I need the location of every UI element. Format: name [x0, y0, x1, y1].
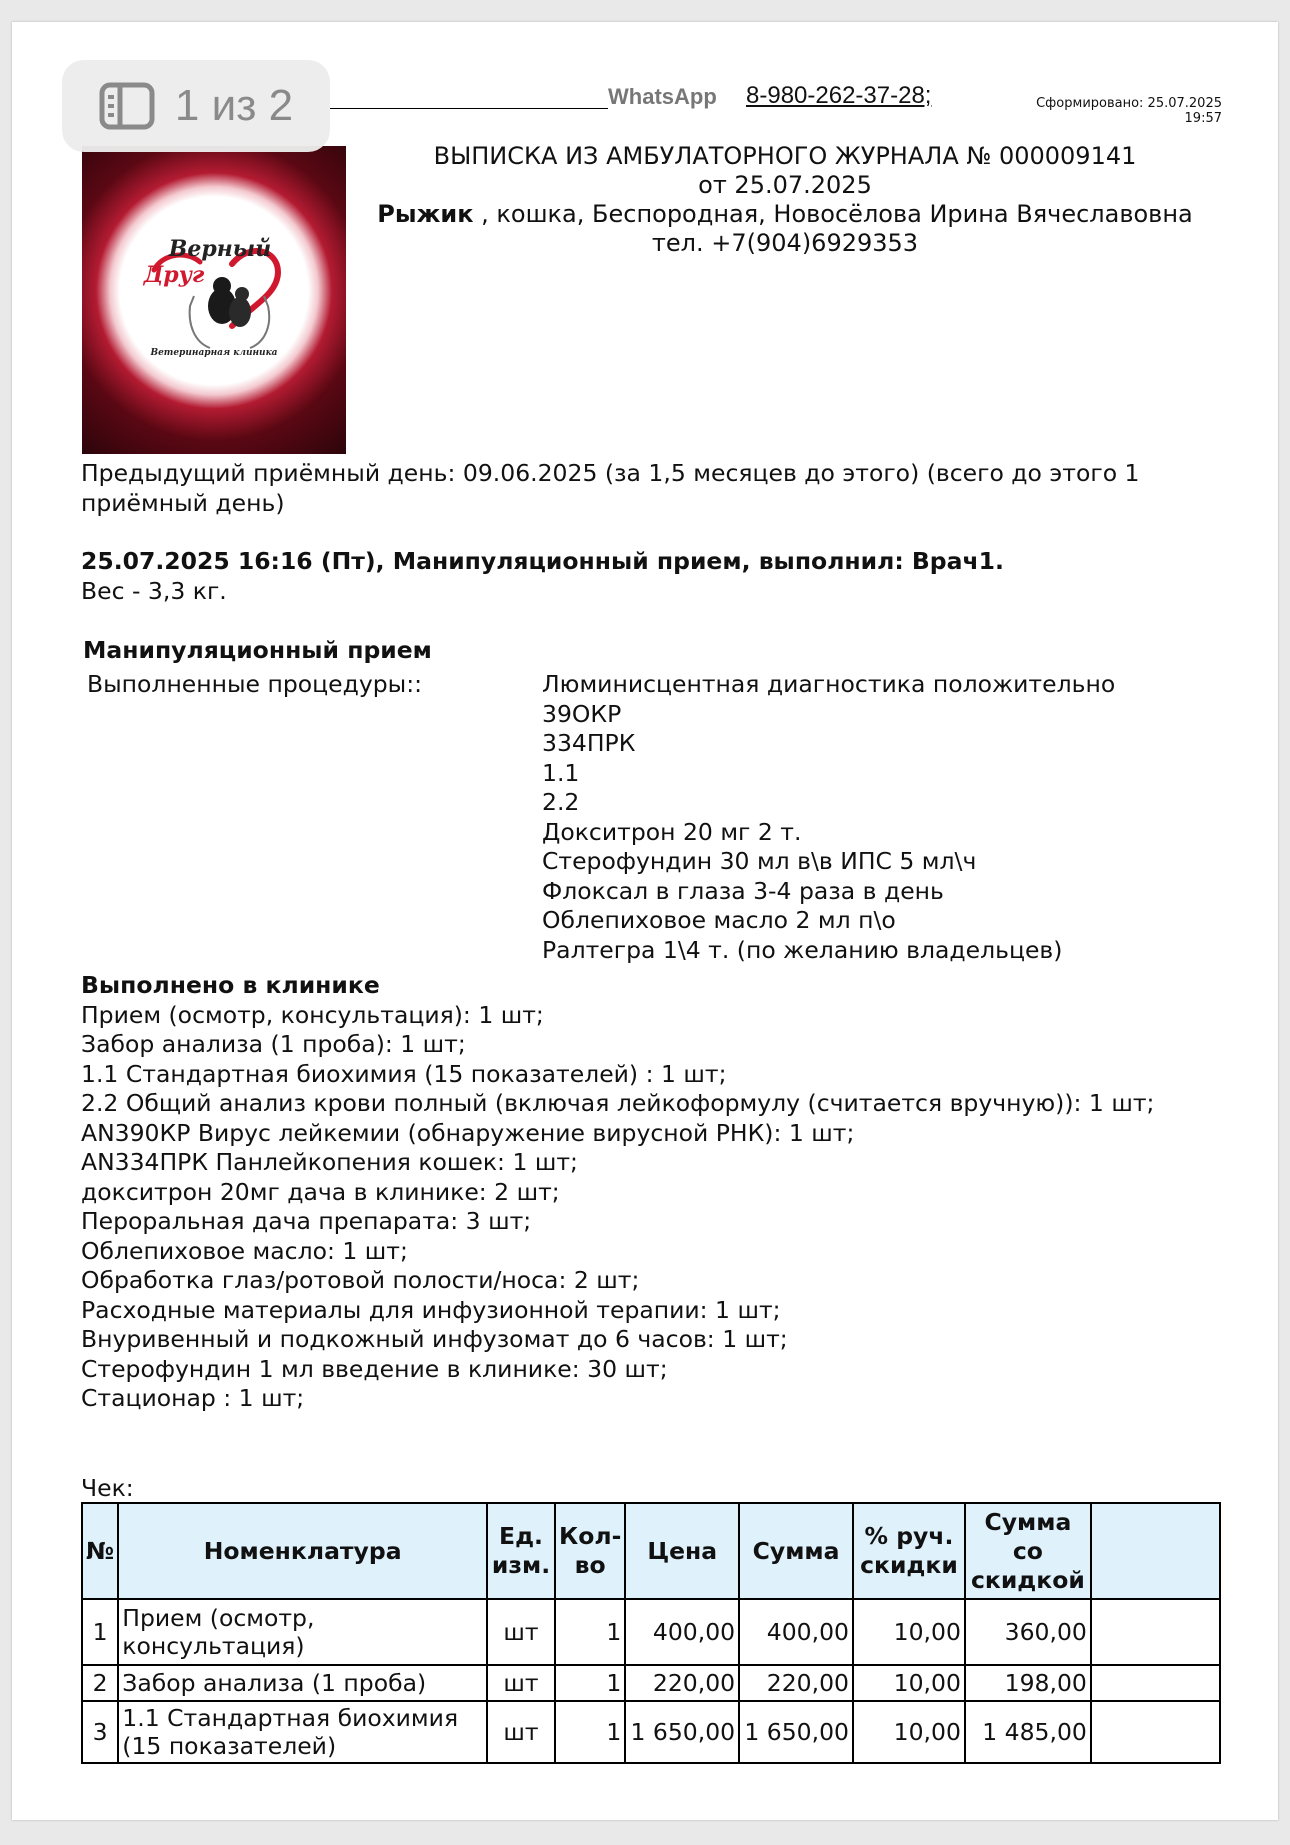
table-row	[82, 1701, 1220, 1763]
visit-weight: Вес - 3,3 кг.	[81, 576, 227, 605]
whatsapp-phone: 8-980-262-37-28;	[746, 82, 932, 109]
heart-hands-pets-icon	[82, 146, 346, 454]
previous-visit-line-2: приёмный день)	[81, 488, 285, 517]
logo-subtitle: Ветеринарная клиника	[150, 348, 278, 358]
done-item: Внуривенный и подкожный инфузомат до 6 часов: 1 шт;	[81, 1325, 788, 1353]
done-item: 2.2 Общий анализ крови полный (включая лейкоформулу (считается вручную)): 1 шт;	[81, 1089, 1155, 1117]
pet-name: Рыжик	[377, 200, 474, 228]
patient-line	[350, 200, 1220, 229]
cell-qty: 1	[555, 1665, 625, 1701]
cell-qty: 1	[555, 1599, 625, 1665]
sidebar-pages-icon	[99, 82, 155, 130]
document-header	[350, 142, 1220, 258]
document-title: ВЫПИСКА ИЗ АМБУЛАТОРНОГО ЖУРНАЛА № 000009141	[433, 142, 1137, 170]
cell-empty	[1091, 1701, 1220, 1763]
procedure-item: Докситрон 20 мг 2 т.	[542, 817, 802, 846]
logo-brand-bottom: Друг	[143, 262, 205, 288]
cell-empty	[1091, 1599, 1220, 1665]
cell-unit: шт	[487, 1701, 555, 1763]
cell-sum: 1 650,00	[739, 1701, 853, 1763]
cell-discount: 10,00	[853, 1665, 965, 1701]
procedure-item: 1.1	[542, 758, 580, 787]
visit-heading: 25.07.2025 16:16 (Пт), Манипуляционный прием, выполнил: Врач1.	[81, 547, 1004, 575]
col-header-price: Цена	[625, 1503, 739, 1599]
procedure-item: Люминисцентная диагностика положительно	[542, 670, 1116, 698]
cell-number: 2	[82, 1665, 118, 1701]
done-item: Обработка глаз/ротовой полости/носа: 2 шт;	[81, 1266, 640, 1294]
done-item: Расходные материалы для инфузионной терапии: 1 шт;	[81, 1295, 781, 1324]
manipulation-heading: Манипуляционный прием	[83, 636, 432, 664]
generated-stamp	[1036, 96, 1222, 126]
procedures-list	[542, 670, 1115, 965]
col-header-number: №	[82, 1503, 118, 1599]
cheque-table	[81, 1502, 1221, 1764]
col-header-unit: Ед. изм.	[487, 1503, 555, 1599]
cell-sum: 400,00	[739, 1599, 853, 1665]
generated-date: Сформировано: 25.07.2025	[1036, 96, 1222, 111]
generated-time: 19:57	[1184, 111, 1222, 126]
done-item: Стерофундин 1 мл введение в клинике: 30 шт;	[81, 1354, 668, 1383]
procedure-item: 39ОКР	[542, 699, 622, 728]
previous-visit	[81, 459, 1140, 518]
cheque-header-row	[82, 1503, 1220, 1599]
pet-info: , кошка, Беспородная, Новосёлова Ирина Вячеславовна	[473, 200, 1193, 228]
procedure-item: Стерофундин 30 мл в\в ИПС 5 мл\ч	[542, 847, 977, 875]
cell-discounted-sum: 1 485,00	[965, 1701, 1091, 1763]
procedures-label: Выполненные процедуры::	[87, 670, 423, 698]
visit-info	[81, 547, 1004, 606]
cell-price: 400,00	[625, 1599, 739, 1665]
logo-brand-top: Верный	[168, 236, 272, 262]
previous-visit-line-1: Предыдущий приёмный день: 09.06.2025 (за 1,5 месяцев до этого) (всего до этого 1	[81, 459, 1140, 487]
cell-empty	[1091, 1665, 1220, 1701]
cell-discounted-sum: 198,00	[965, 1665, 1091, 1701]
page-indicator[interactable]	[62, 60, 330, 152]
cell-nomenclature: 1.1 Стандартная биохимия (15 показателей)	[118, 1701, 487, 1763]
cheque-label: Чек:	[81, 1474, 134, 1502]
done-item: Стационар : 1 шт;	[81, 1384, 305, 1412]
cell-price: 220,00	[625, 1665, 739, 1701]
cell-discounted-sum: 360,00	[965, 1599, 1091, 1665]
cell-discount: 10,00	[853, 1599, 965, 1665]
page-indicator-text: 1 из 2	[174, 81, 294, 130]
procedure-item: Флоксал в глаза 3-4 раза в день	[542, 876, 944, 905]
procedure-item: 2.2	[542, 788, 580, 816]
done-item: Облепиховое масло: 1 шт;	[81, 1236, 408, 1265]
procedure-item: Ралтегра 1\4 т. (по желанию владельцев)	[542, 935, 1063, 964]
whatsapp-label: WhatsApp	[608, 84, 717, 109]
done-item: AN334ПРК Панлейкопения кошек: 1 шт;	[81, 1148, 578, 1176]
done-in-clinic	[81, 971, 1154, 1414]
cell-qty: 1	[555, 1701, 625, 1763]
cell-price: 1 650,00	[625, 1701, 739, 1763]
col-header-discount: % руч. скидки	[853, 1503, 965, 1599]
col-header-nomenclature: Номенклатура	[118, 1503, 487, 1599]
document-date: от 25.07.2025	[698, 171, 872, 199]
col-header-discounted-sum: Сумма со скидкой	[965, 1503, 1091, 1599]
cell-sum: 220,00	[739, 1665, 853, 1701]
clinic-logo	[82, 146, 346, 454]
col-header-qty: Кол-во	[555, 1503, 625, 1599]
cell-unit: шт	[487, 1599, 555, 1665]
table-row	[82, 1599, 1220, 1665]
col-header-sum: Сумма	[739, 1503, 853, 1599]
cell-number: 1	[82, 1599, 118, 1665]
col-header-empty	[1091, 1503, 1220, 1599]
owner-phone: тел. +7(904)6929353	[651, 229, 919, 257]
cell-discount: 10,00	[853, 1701, 965, 1763]
done-item: Прием (осмотр, консультация): 1 шт;	[81, 1000, 544, 1029]
procedure-item: 334ПРК	[542, 729, 636, 757]
done-item: Пероральная дача препарата: 3 шт;	[81, 1207, 532, 1235]
cell-nomenclature: Забор анализа (1 проба)	[118, 1665, 487, 1701]
signature-line	[330, 82, 608, 109]
cell-nomenclature: Прием (осмотр, консультация)	[118, 1599, 487, 1665]
done-heading: Выполнено в клинике	[81, 971, 380, 999]
cell-unit: шт	[487, 1665, 555, 1701]
procedure-item: Облепиховое масло 2 мл п\о	[542, 906, 896, 934]
cell-number: 3	[82, 1701, 118, 1763]
done-item: 1.1 Стандартная биохимия (15 показателей) : 1 шт;	[81, 1059, 727, 1088]
done-item: AN390КР Вирус лейкемии (обнаружение вирусной РНК): 1 шт;	[81, 1118, 855, 1147]
done-item: докситрон 20мг дача в клинике: 2 шт;	[81, 1177, 560, 1206]
done-item: Забор анализа (1 проба): 1 шт;	[81, 1030, 466, 1058]
table-row	[82, 1665, 1220, 1701]
